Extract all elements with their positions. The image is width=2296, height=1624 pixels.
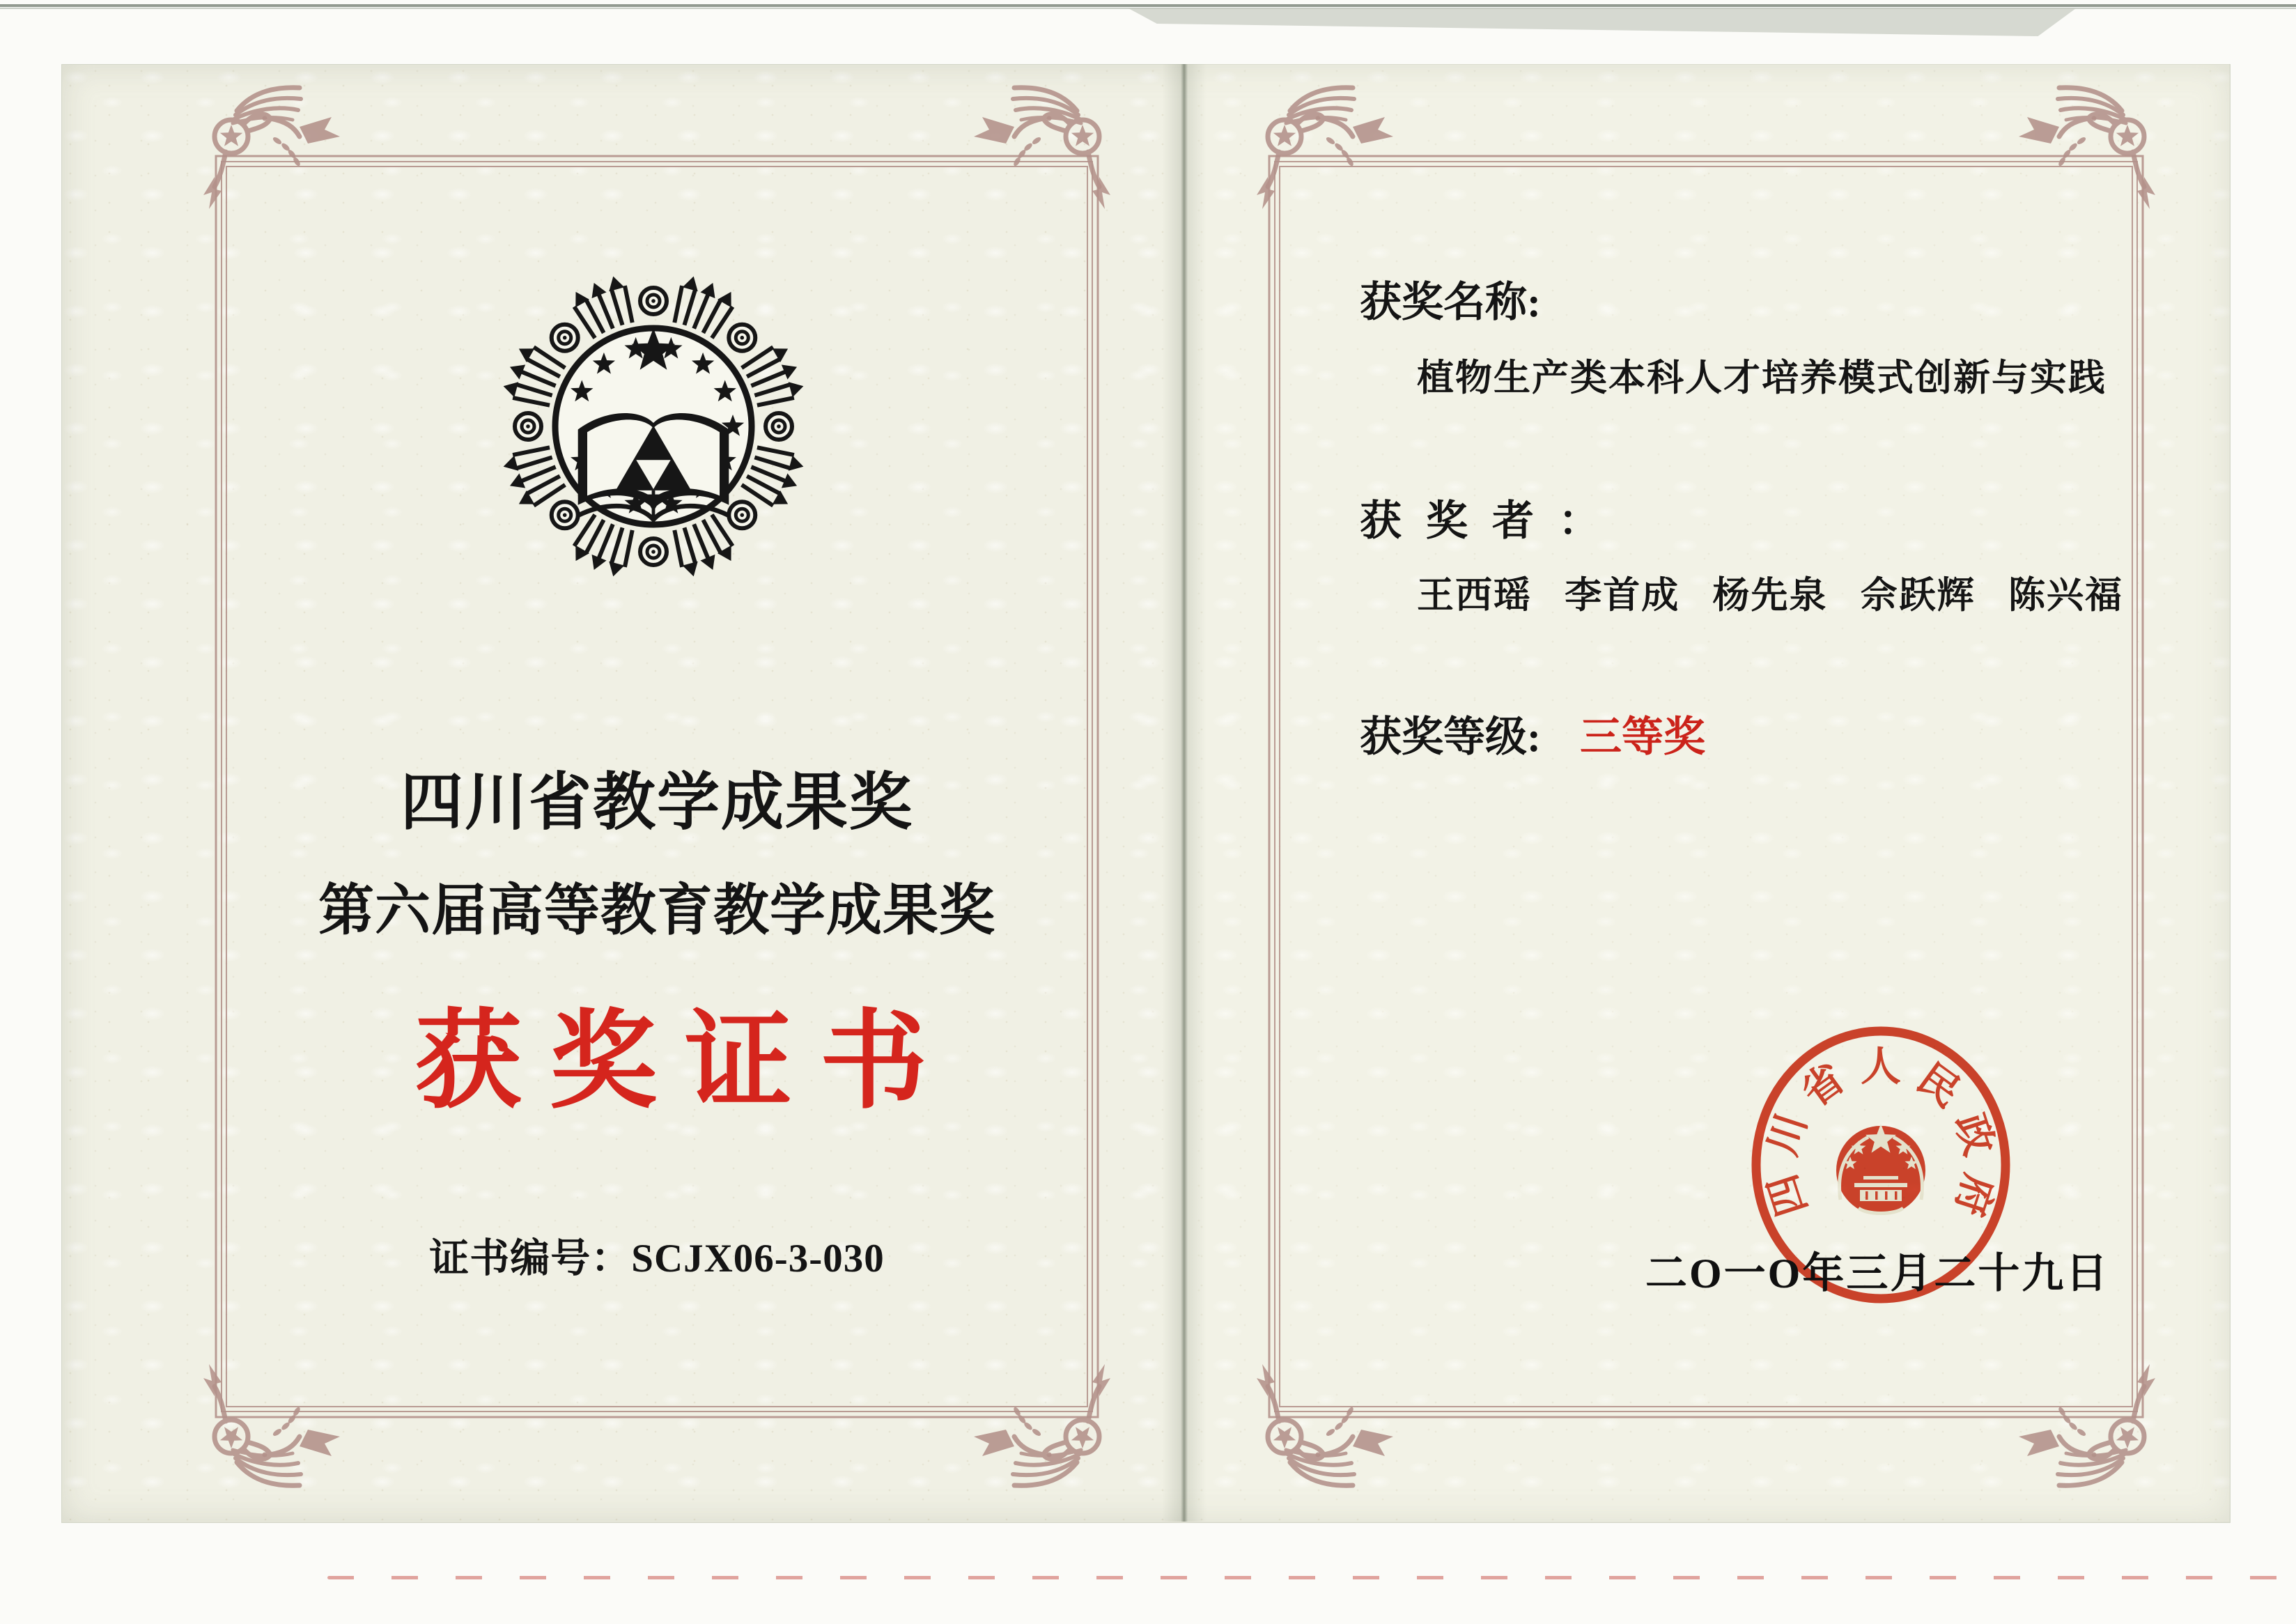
award-name-label: 获奖名称: — [1360, 279, 1541, 325]
phoenix-corner-icon — [974, 1364, 1110, 1485]
phoenix-corner-icon — [2019, 1364, 2155, 1485]
ink-bleed-streak — [327, 1576, 2296, 1579]
issue-date: 二O一O年三月二十九日 — [1645, 1251, 2110, 1297]
svg-text:川: 川 — [1760, 1108, 1815, 1161]
svg-text:人: 人 — [1860, 1044, 1902, 1090]
certificate-number-value: SCJX06-3-030 — [631, 1237, 885, 1281]
winners-row — [1417, 566, 2146, 619]
phoenix-corner-icon — [974, 88, 1110, 209]
grade-label: 获奖等级: — [1360, 714, 1541, 760]
award-title-line2: 第六届高等教育教学成果奖 — [318, 881, 995, 942]
grade-value: 三等奖 — [1579, 714, 1705, 760]
award-name-value: 植物生产类本科人才培养模式创新与实践 — [1417, 358, 2107, 399]
svg-text:政: 政 — [1946, 1108, 2002, 1161]
phoenix-corner-icon — [203, 1364, 340, 1485]
svg-text:民: 民 — [1909, 1055, 1969, 1116]
winner-name: 陈兴福 — [2008, 575, 2123, 616]
svg-text:省: 省 — [1793, 1055, 1853, 1116]
svg-text:府: 府 — [1946, 1168, 2002, 1222]
svg-text:四: 四 — [1760, 1168, 1815, 1222]
national-emblem-icon — [1836, 1124, 1925, 1215]
winner-name: 杨先泉 — [1712, 575, 1828, 616]
phoenix-corner-icon — [2019, 88, 2155, 209]
phoenix-corner-icon — [1257, 1364, 1393, 1485]
certificate-red-title: 获奖证书 — [414, 1003, 955, 1122]
award-title-line1: 四川省教学成果奖 — [401, 768, 913, 837]
winner-name: 李首成 — [1565, 575, 1680, 616]
award-emblem-icon — [500, 273, 807, 580]
certificate-number-label: 证书编号： — [429, 1237, 632, 1281]
winner-name: 王西瑶 — [1417, 575, 1532, 616]
phoenix-corner-icon — [1257, 88, 1393, 209]
certificate-number-line — [216, 1226, 1098, 1283]
winners-label: 获 奖 者 ： — [1360, 498, 1607, 544]
winner-name: 佘跃辉 — [1860, 575, 1976, 616]
grade-row — [1360, 704, 1705, 764]
phoenix-corner-icon — [203, 88, 340, 209]
